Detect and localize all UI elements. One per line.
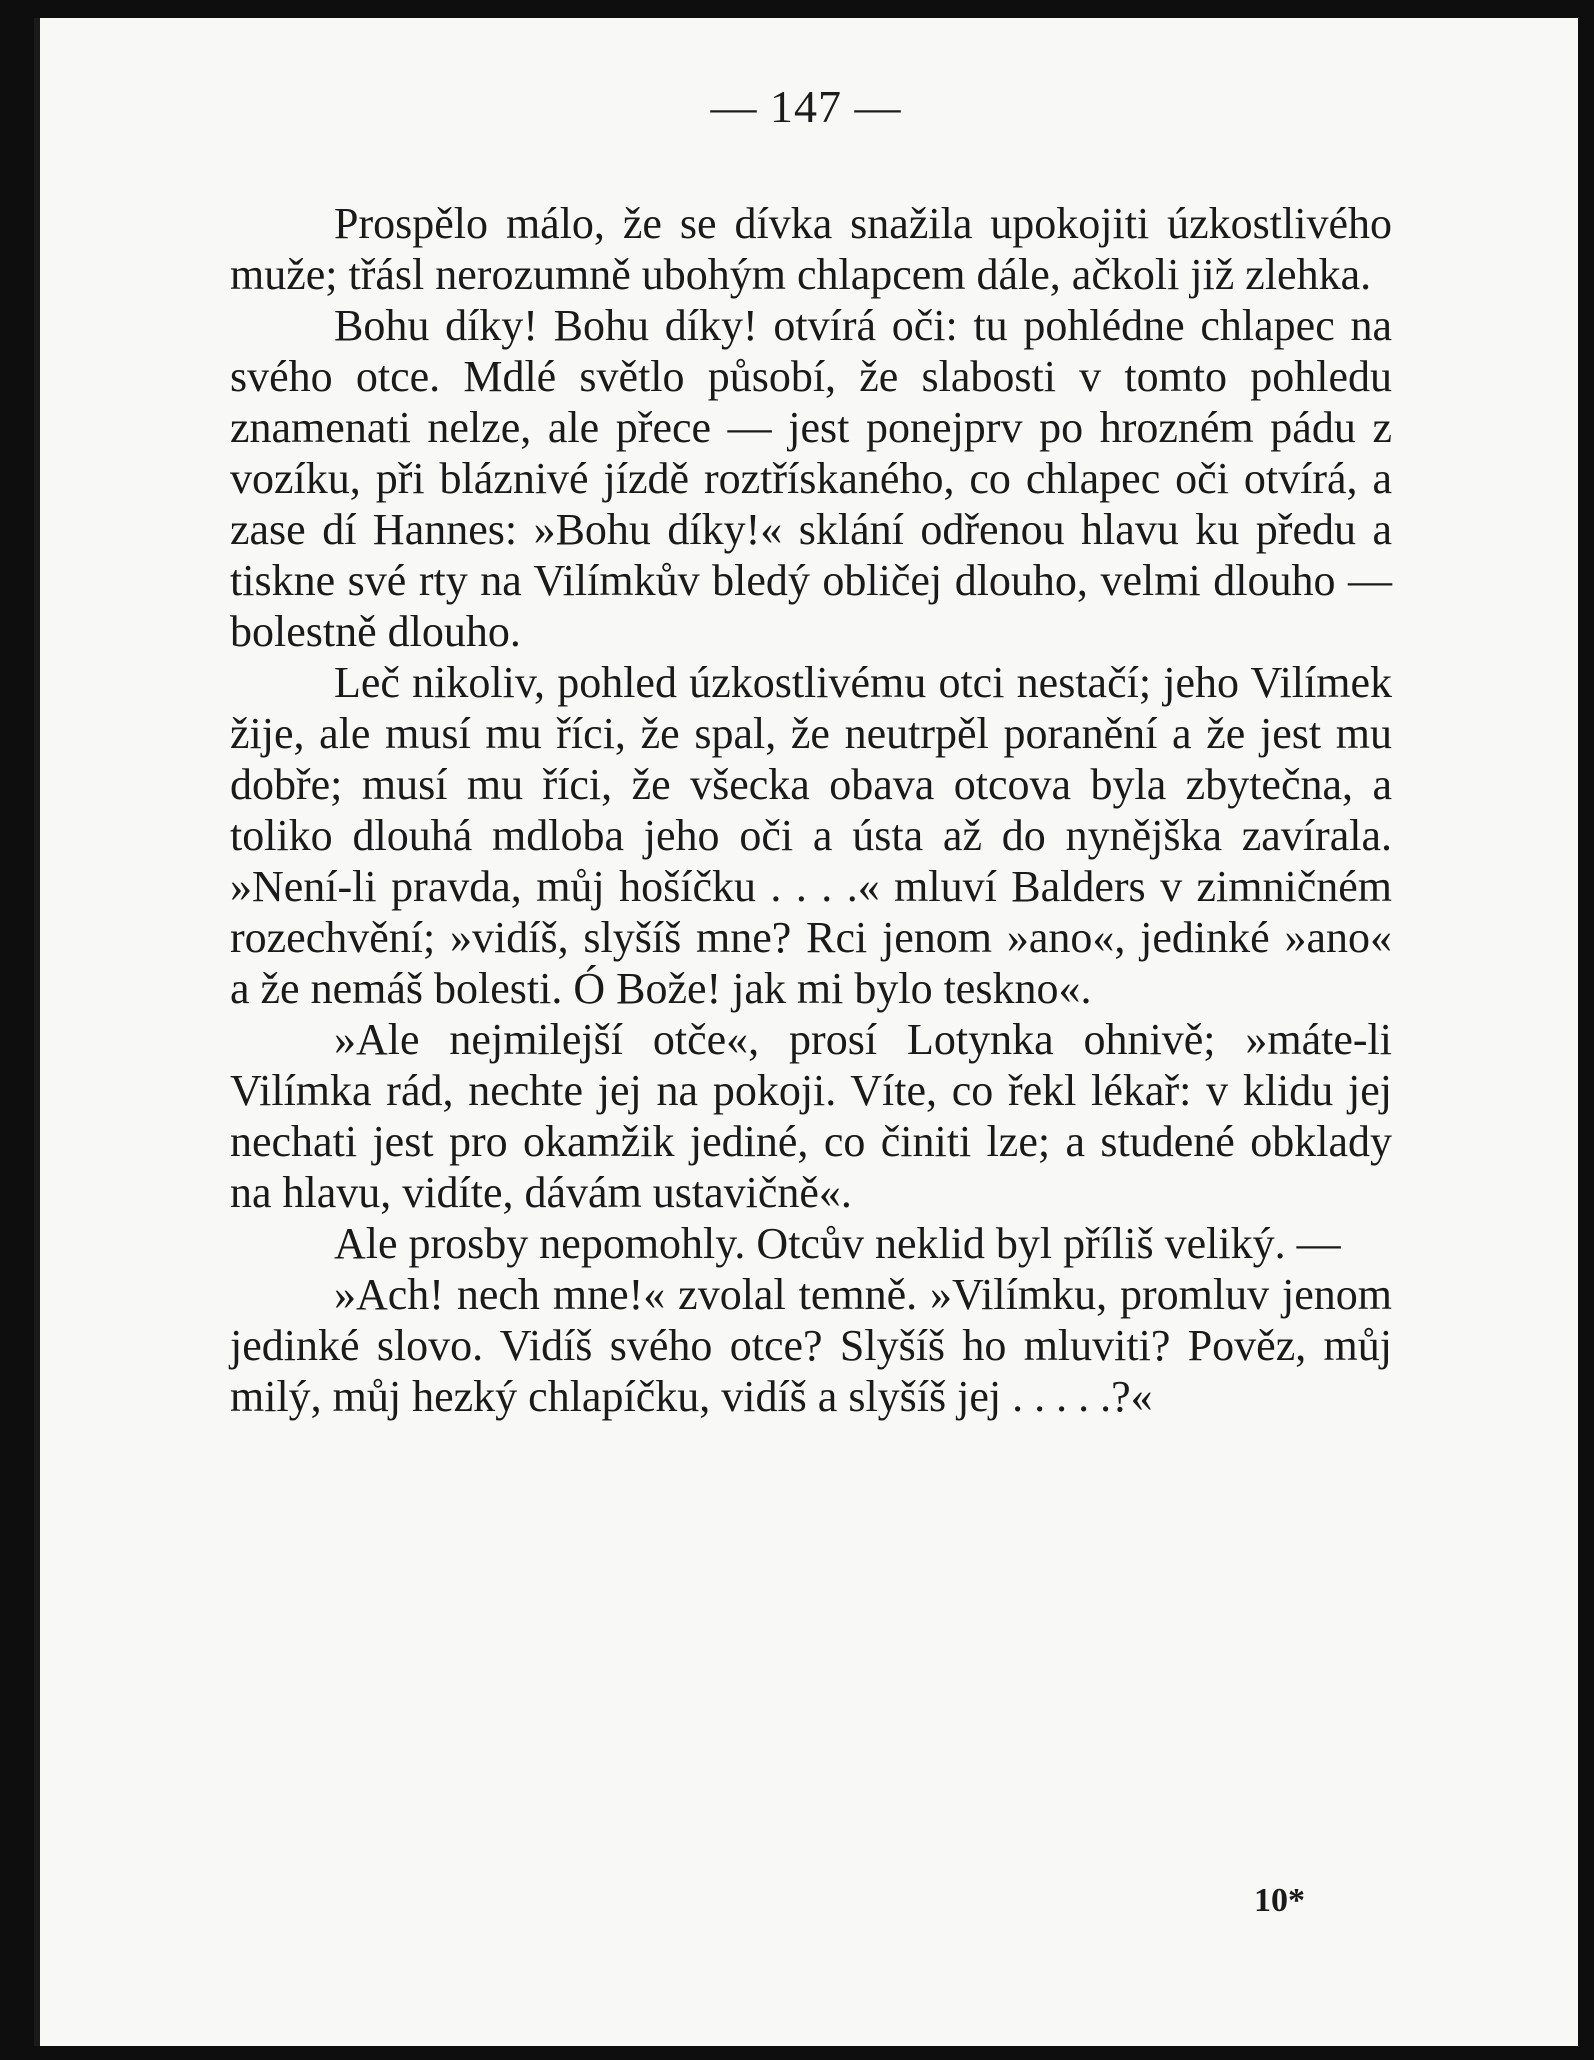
- paragraph-4: »Ale nejmilejší otče«, prosí Lotynka ohnivě; »máte-li Vilímka rád, nechte jej na pokoji. Víte, co řekl lékař: v klidu jej nechati jest pro okamžik jediné, co činiti lze; a studené obklady na hlavu, vidíte, dávám ustavičně«.: [230, 1015, 1392, 1217]
- printer-signature-mark: 10*: [1254, 1882, 1305, 1919]
- book-page: [34, 18, 1578, 2046]
- body-text: [230, 198, 1392, 1422]
- paragraph-2: Bohu díky! Bohu díky! otvírá oči: tu pohlédne chlapec na svého otce. Mdlé světlo působí, že slabosti v tomto pohledu znamenati nelze, ale přece — jest ponejprv po hrozném pádu z vozíku, při bláznivé jízdě roztřískaného, co chlapec oči otvírá, a zase dí Hannes: »Bohu díky!« sklání odřenou hlavu ku předu a tiskne své rty na Vilímkův bledý obličej dlouho, velmi dlouho — bolestně dlouho.: [230, 301, 1392, 656]
- paragraph-3: Leč nikoliv, pohled úzkostlivému otci nestačí; jeho Vilímek žije, ale musí mu říci, že spal, že neutrpěl poranění a že jest mu dobře; musí mu říci, že všecka obava otcova byla zbytečna, a toliko dlouhá mdloba jeho oči a ústa až do nynějška zavírala. »Není-li pravda, můj hošíčku . . . .« mluví Balders v zimničném rozechvění; »vidíš, slyšíš mne? Rci jenom »ano«, jedinké »ano« a že nemáš bolesti. Ó Bože! jak mi bylo teskno«.: [230, 658, 1392, 1013]
- paragraph-5: Ale prosby nepomohly. Otcův neklid byl příliš veliký. —: [334, 1219, 1341, 1268]
- paragraph-6: »Ach! nech mne!« zvolal temně. »Vilímku, promluv jenom jedinké slovo. Vidíš svého otce? Slyšíš ho mluviti? Pověz, můj milý, můj hezký chlapíčku, vidíš a slyšíš jej . . . . .?«: [230, 1270, 1392, 1421]
- paragraph-1: Prospělo málo, že se dívka snažila upokojiti úzkostlivého muže; třásl nerozumně ubohým chlapcem dále, ačkoli již zlehka.: [230, 199, 1392, 299]
- left-binding-edge: [34, 18, 40, 2046]
- page-number: — 147 —: [710, 81, 902, 132]
